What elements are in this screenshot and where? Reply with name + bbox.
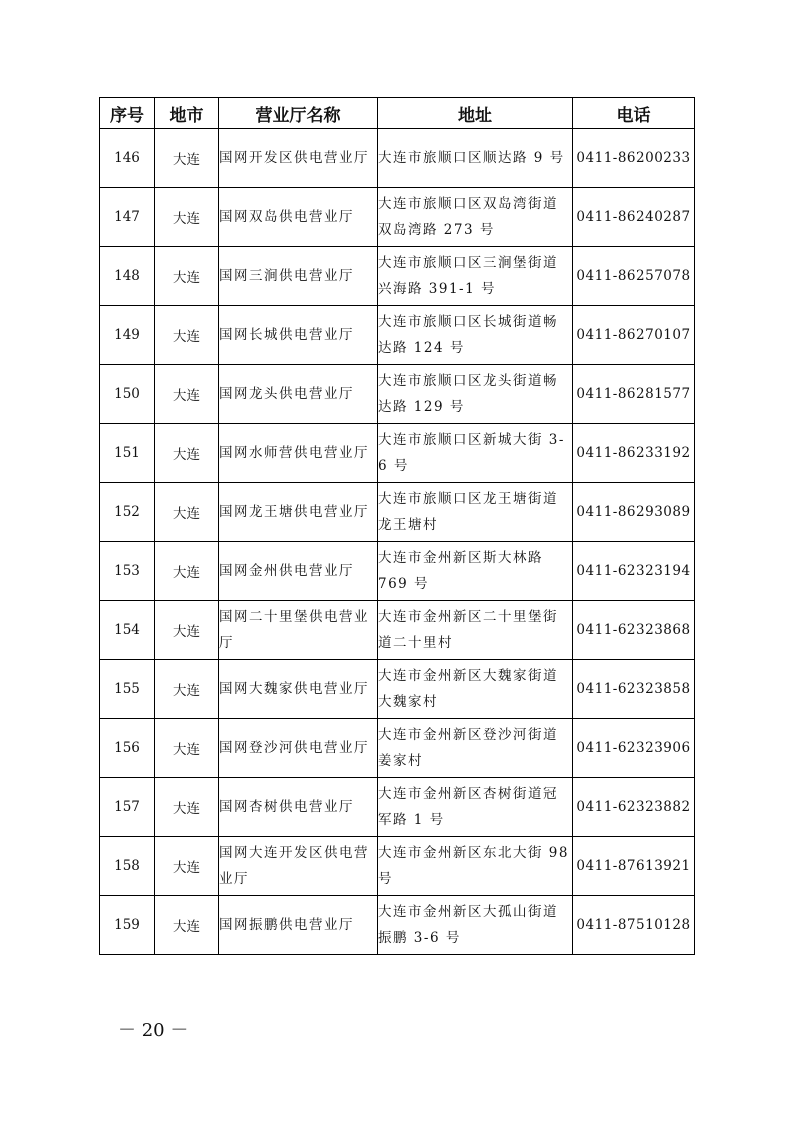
cell-city: 大连 — [155, 778, 219, 837]
cell-hall-name: 国网龙王塘供电营业厅 — [219, 483, 378, 542]
cell-address: 大连市金州新区杏树街道冠军路 1 号 — [378, 778, 573, 837]
table-row — [100, 306, 695, 365]
cell-city: 大连 — [155, 129, 219, 188]
cell-phone: 0411-86257078 — [573, 247, 695, 306]
cell-number: 158 — [100, 837, 155, 896]
cell-phone: 0411-87613921 — [573, 837, 695, 896]
cell-number: 149 — [100, 306, 155, 365]
cell-address: 大连市金州新区大孤山街道振鹏 3-6 号 — [378, 896, 573, 955]
cell-hall-name: 国网杏树供电营业厅 — [219, 778, 378, 837]
cell-hall-name: 国网振鹏供电营业厅 — [219, 896, 378, 955]
cell-city: 大连 — [155, 601, 219, 660]
table-row — [100, 660, 695, 719]
header-city: 地市 — [155, 98, 219, 129]
cell-city: 大连 — [155, 837, 219, 896]
table-row — [100, 896, 695, 955]
cell-number: 147 — [100, 188, 155, 247]
cell-number: 156 — [100, 719, 155, 778]
cell-number: 157 — [100, 778, 155, 837]
cell-phone: 0411-86200233 — [573, 129, 695, 188]
table-row — [100, 365, 695, 424]
service-hall-table — [99, 97, 695, 955]
table-row — [100, 778, 695, 837]
cell-hall-name: 国网二十里堡供电营业厅 — [219, 601, 378, 660]
cell-address: 大连市旅顺口区龙王塘街道龙王塘村 — [378, 483, 573, 542]
table-row — [100, 719, 695, 778]
cell-number: 148 — [100, 247, 155, 306]
cell-city: 大连 — [155, 483, 219, 542]
cell-city: 大连 — [155, 542, 219, 601]
cell-hall-name: 国网三涧供电营业厅 — [219, 247, 378, 306]
cell-address: 大连市旅顺口区双岛湾街道双岛湾路 273 号 — [378, 188, 573, 247]
cell-city: 大连 — [155, 660, 219, 719]
cell-phone: 0411-62323906 — [573, 719, 695, 778]
cell-address: 大连市金州新区二十里堡街道二十里村 — [378, 601, 573, 660]
cell-address: 大连市金州新区东北大街 98 号 — [378, 837, 573, 896]
cell-phone: 0411-62323868 — [573, 601, 695, 660]
cell-city: 大连 — [155, 365, 219, 424]
table-body — [100, 129, 695, 955]
cell-phone: 0411-62323858 — [573, 660, 695, 719]
cell-city: 大连 — [155, 424, 219, 483]
header-hall-name: 营业厅名称 — [219, 98, 378, 129]
cell-address: 大连市旅顺口区龙头街道畅达路 129 号 — [378, 365, 573, 424]
cell-phone: 0411-62323882 — [573, 778, 695, 837]
cell-phone: 0411-86233192 — [573, 424, 695, 483]
page-number: － 20 － — [118, 1020, 189, 1041]
cell-number: 150 — [100, 365, 155, 424]
cell-address: 大连市旅顺口区长城街道畅达路 124 号 — [378, 306, 573, 365]
cell-hall-name: 国网双岛供电营业厅 — [219, 188, 378, 247]
cell-hall-name: 国网登沙河供电营业厅 — [219, 719, 378, 778]
header-number: 序号 — [100, 98, 155, 129]
cell-phone: 0411-86240287 — [573, 188, 695, 247]
cell-hall-name: 国网大魏家供电营业厅 — [219, 660, 378, 719]
cell-phone: 0411-86281577 — [573, 365, 695, 424]
table-row — [100, 188, 695, 247]
cell-address: 大连市旅顺口区顺达路 9 号 — [378, 129, 573, 188]
cell-number: 151 — [100, 424, 155, 483]
cell-city: 大连 — [155, 306, 219, 365]
cell-hall-name: 国网开发区供电营业厅 — [219, 129, 378, 188]
table-row — [100, 424, 695, 483]
cell-number: 159 — [100, 896, 155, 955]
cell-phone: 0411-62323194 — [573, 542, 695, 601]
cell-phone: 0411-86293089 — [573, 483, 695, 542]
cell-phone: 0411-86270107 — [573, 306, 695, 365]
cell-number: 153 — [100, 542, 155, 601]
cell-city: 大连 — [155, 247, 219, 306]
cell-address: 大连市金州新区大魏家街道大魏家村 — [378, 660, 573, 719]
cell-hall-name: 国网水师营供电营业厅 — [219, 424, 378, 483]
cell-number: 154 — [100, 601, 155, 660]
table-header-row — [100, 98, 695, 129]
cell-hall-name: 国网龙头供电营业厅 — [219, 365, 378, 424]
cell-hall-name: 国网金州供电营业厅 — [219, 542, 378, 601]
table-row — [100, 247, 695, 306]
cell-address: 大连市旅顺口区三涧堡街道兴海路 391-1 号 — [378, 247, 573, 306]
table-row — [100, 483, 695, 542]
cell-city: 大连 — [155, 896, 219, 955]
cell-city: 大连 — [155, 719, 219, 778]
table-row — [100, 601, 695, 660]
cell-number: 155 — [100, 660, 155, 719]
table-row — [100, 129, 695, 188]
cell-hall-name: 国网长城供电营业厅 — [219, 306, 378, 365]
cell-address: 大连市金州新区斯大林路 769 号 — [378, 542, 573, 601]
table-row — [100, 542, 695, 601]
table-row — [100, 837, 695, 896]
cell-address: 大连市旅顺口区新城大街 3-6 号 — [378, 424, 573, 483]
cell-number: 146 — [100, 129, 155, 188]
cell-phone: 0411-87510128 — [573, 896, 695, 955]
header-phone: 电话 — [573, 98, 695, 129]
cell-hall-name: 国网大连开发区供电营业厅 — [219, 837, 378, 896]
cell-address: 大连市金州新区登沙河街道姜家村 — [378, 719, 573, 778]
header-address: 地址 — [378, 98, 573, 129]
cell-number: 152 — [100, 483, 155, 542]
cell-city: 大连 — [155, 188, 219, 247]
